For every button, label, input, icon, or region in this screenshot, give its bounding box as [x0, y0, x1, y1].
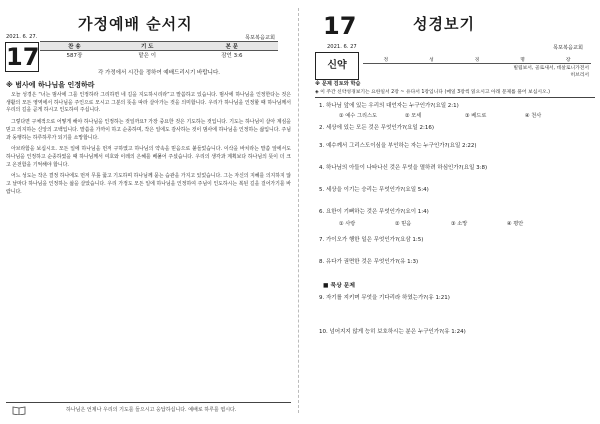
notice-title: ※ 문제 검토와 학습	[315, 81, 361, 87]
page-divider	[298, 8, 299, 413]
sermon-body	[6, 92, 291, 200]
question: 7. 가이오가 행한 일은 무엇인가?(요삼 1:5)	[319, 237, 424, 243]
reading-header: 성	[409, 56, 455, 64]
answer-option[interactable]: ④ 천사	[525, 113, 542, 119]
question: 5. 세상을 이기는 승리는 무엇인가?(요일 5:4)	[319, 187, 429, 193]
order-header: 찬 송	[40, 42, 109, 51]
order-value-row	[40, 51, 278, 60]
footer-text: 하나님은 언제나 우리의 기도를 들으시고 응답하십니다. 예배로 하루를 엽시다.	[66, 407, 237, 413]
right-title: 성경보기	[413, 15, 475, 33]
left-church: 목포복음교회	[245, 35, 276, 41]
left-title: 가정예배 순서지	[78, 15, 193, 33]
question: 4. 하나님의 아들이 나타나신 것은 무엇을 멸하려 하심인가?(요일 3:8)	[319, 165, 488, 171]
sermon-paragraph: 오늘 성경은 “너는 범사에 그를 인정하라 그리하면 네 길을 지도하시리라”고 말씀하고 있습니다. 범사에 하나님을 인정한다는 것은 생활의 모든 영역에서 하나님을 주인으로 모시고 그분의 뜻을 따라 살아가는 것을 의미합니다. 우리가 하나님을 인정할 때 하나님께서 우리의 길을 곧게 하시고 인도하여 주십니다.	[6, 92, 291, 114]
answer-option[interactable]: ④ 평안	[507, 221, 524, 227]
worship-instruction: 각 가정에서 시간을 정하여 예배드리시기 바랍니다.	[97, 70, 221, 76]
answer-option[interactable]: ② 모세	[405, 113, 422, 119]
reading-header-row	[363, 56, 591, 64]
sermon-paragraph: 그렇다면 구체적으로 어떻게 해야 하나님을 인정하는 것일까요? 가장 중요한 것은 기도하는 것입니다. 기도는 하나님이 살아 계심을 믿고 의지하는 신앙의 고백입니다. 말씀을 가까이 하고 순종하며, 작은 일에도 감사하는 것이 범사에 하나님을 인정하는 삶입니다. 주님과 동행하는 하루하루가 되기를 소망합니다.	[6, 119, 291, 141]
meditation-title: ■ 묵상 문제	[323, 283, 355, 289]
left-footer	[6, 402, 291, 417]
reading-plan-table	[363, 56, 591, 78]
order-value: 맡은 이	[109, 51, 186, 60]
question: 9. 자기를 지키며 무엇을 기다리라 하였는가?(유 1:21)	[319, 295, 450, 301]
question: 3. 예수께서 그리스도이심을 부인하는 자는 누구인가?(요일 2:22)	[319, 143, 477, 149]
order-value: 잠언 3:6	[186, 51, 278, 60]
reading-books: 빌립보서, 골로새서, 데살로니가전서	[513, 66, 589, 71]
reading-header: 정	[363, 56, 409, 64]
worship-order-table	[40, 41, 278, 59]
left-number: 17	[6, 43, 40, 71]
sermon-title: ※ 범사에 하나님을 인정하라	[6, 81, 95, 89]
reading-books: 히브리서	[570, 73, 589, 78]
order-header: 기 도	[109, 42, 186, 51]
sermon-paragraph: 어느 성도는 작은 결정 하나에도 먼저 무릎 꿇고 기도하며 하나님께 묻는 습관을 가지고 있었습니다. 그는 자신의 지혜를 의지하지 않고 날마다 하나님을 인정하는 삶을 살았습니다. 우리 가정도 모든 일에 하나님을 인정하여 주님이 인도하시는 복된 길을 걸어가기를 바랍니다.	[6, 173, 291, 195]
question: 1. 하나님 앞에 있는 우리의 대언자는 누구인가?(요일 2:1)	[319, 103, 459, 109]
order-value: 587장	[40, 51, 109, 60]
reading-header: 명	[500, 56, 546, 64]
answer-option[interactable]: ① 사랑	[339, 221, 356, 227]
right-date: 2021. 6. 27	[327, 44, 357, 50]
left-date: 2021. 6. 27.	[6, 34, 38, 40]
question: 8. 유다가 권면한 것은 무엇인가?(유 1:3)	[319, 259, 419, 265]
question: 10. 넘어지지 않게 능히 보호하시는 분은 누구인가?(유 1:24)	[319, 329, 466, 335]
book-icon	[12, 405, 26, 415]
reading-row	[363, 71, 591, 78]
answer-option[interactable]: ③ 베드로	[465, 113, 487, 119]
notice-text: ◈ 이 주간 신약성경보기는 요한일서 2장 ~ 유다서 1장입니다 (매일 3장씩 읽으시고 아래 문제를 풀어 보십시오.)	[315, 90, 550, 95]
reading-header: 경	[454, 56, 500, 64]
section-label: 신약	[315, 52, 359, 80]
right-page	[305, 0, 600, 424]
question: 2. 세상에 있는 모든 것은 무엇인가?(요일 2:16)	[319, 125, 434, 131]
question: 6. 요한이 기뻐하는 것은 무엇인가?(요이 1:4)	[319, 209, 429, 215]
answer-option[interactable]: ③ 소망	[451, 221, 468, 227]
left-page	[0, 0, 295, 424]
reading-header: 장	[545, 56, 591, 64]
answer-option[interactable]: ② 믿음	[395, 221, 412, 227]
sermon-paragraph: 아브라함을 보십시오. 모든 일에 하나님을 먼저 구하였고 하나님의 약속을 믿음으로 붙들었습니다. 이삭을 바치라는 말씀 앞에서도 하나님을 인정하고 순종하였을 때 하나님께서 여호와 이레의 은혜를 베풀어 주셨습니다. 우리의 생각과 계획보다 하나님의 뜻이 더 크고 온전함을 기억해야 합니다.	[6, 146, 291, 168]
reading-row	[363, 64, 591, 72]
answer-option[interactable]: ① 예수 그리스도	[339, 113, 378, 119]
order-header-row	[40, 42, 278, 51]
right-church: 목포복음교회	[553, 45, 584, 51]
quiz-area	[315, 97, 595, 416]
order-header: 본 문	[186, 42, 278, 51]
right-number: 17	[323, 12, 357, 40]
